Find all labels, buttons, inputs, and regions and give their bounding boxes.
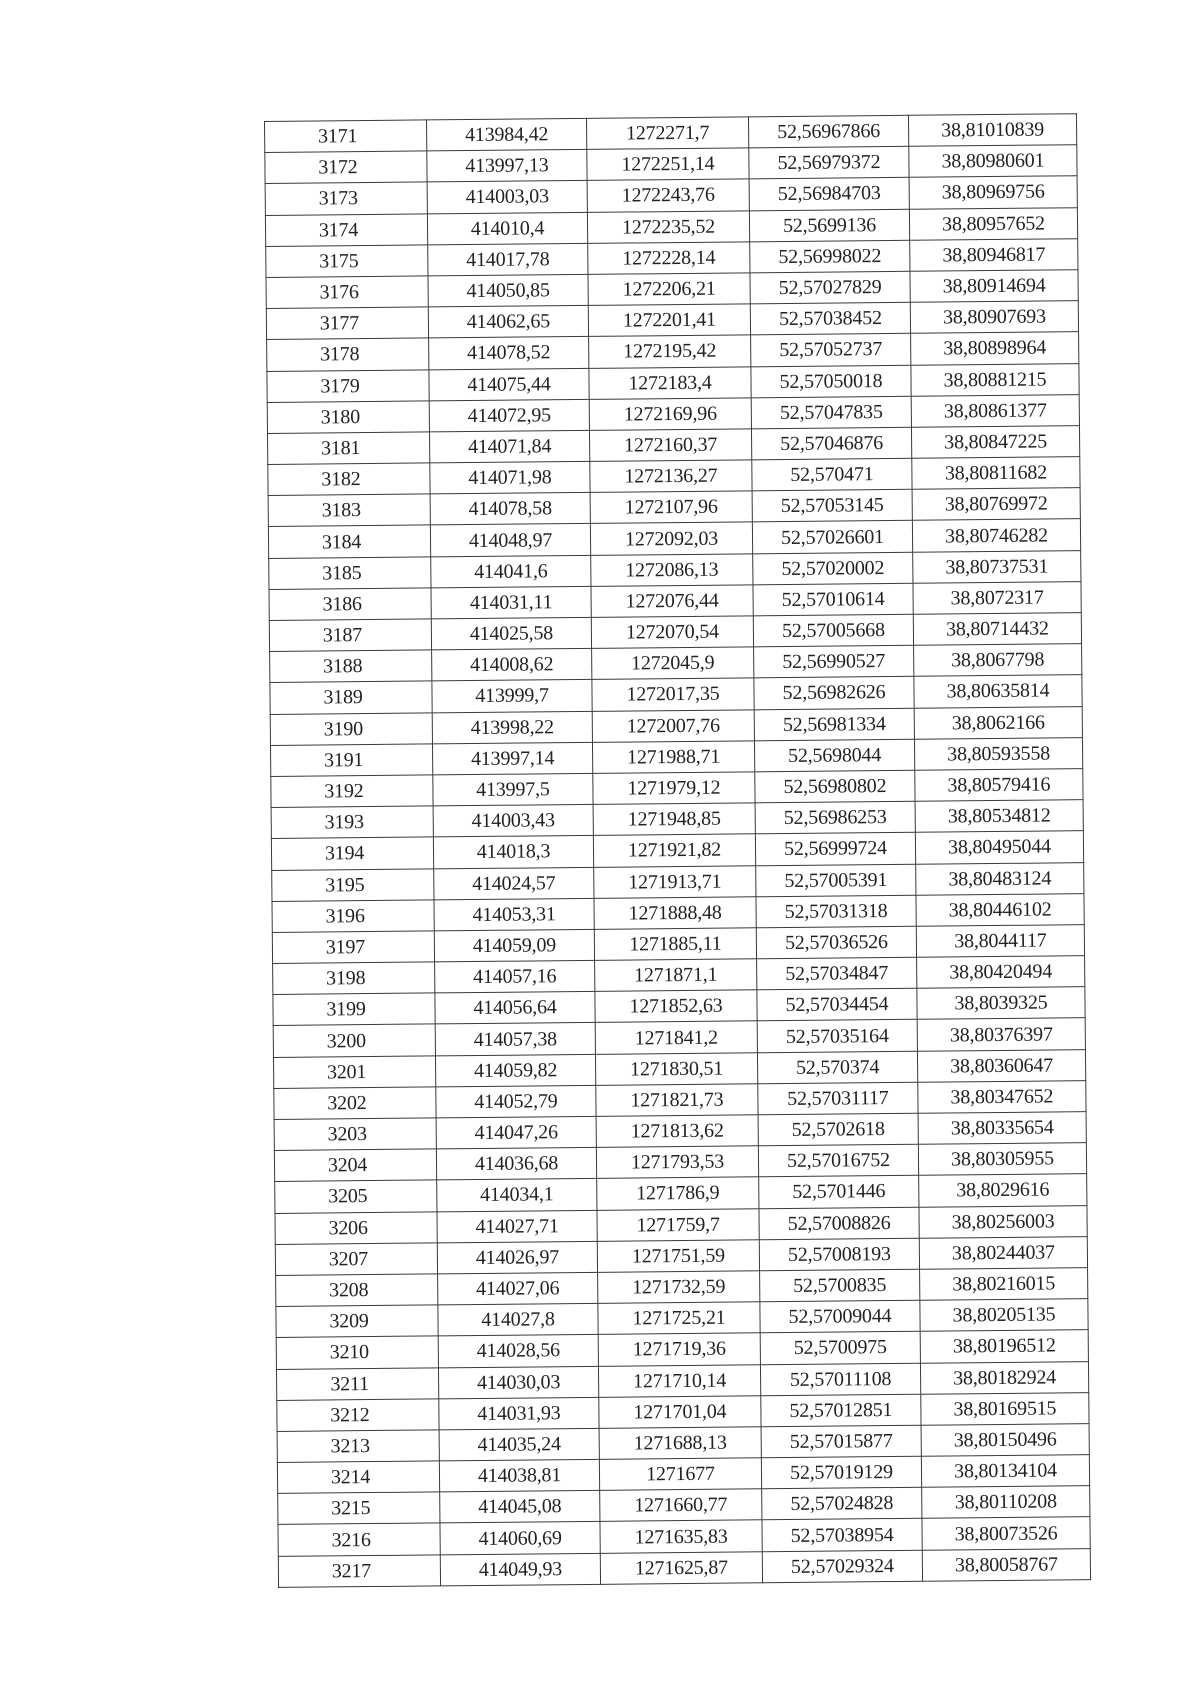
- latitude-cell: 52,56984703: [749, 178, 909, 211]
- longitude-cell: 38,80169515: [921, 1392, 1089, 1425]
- latitude-cell: 52,57005391: [756, 864, 916, 897]
- latitude-cell: 52,57052737: [751, 334, 911, 367]
- y-coordinate-cell: 1271948,85: [593, 803, 755, 836]
- longitude-cell: 38,80196512: [920, 1330, 1088, 1363]
- latitude-cell: 52,56990527: [754, 645, 914, 678]
- longitude-cell: 38,80347652: [918, 1080, 1086, 1113]
- point-number-cell: 3186: [269, 588, 431, 621]
- point-number-cell: 3179: [267, 369, 429, 402]
- longitude-cell: 38,80376397: [917, 1018, 1085, 1051]
- y-coordinate-cell: 1272160,37: [589, 429, 751, 462]
- point-number-cell: 3199: [273, 993, 435, 1026]
- latitude-cell: 52,57035164: [757, 1020, 917, 1053]
- point-number-cell: 3190: [270, 712, 432, 745]
- coordinates-table-wrapper: [264, 113, 1090, 1588]
- latitude-cell: 52,57046876: [751, 427, 911, 460]
- longitude-cell: 38,80150496: [921, 1424, 1089, 1457]
- x-coordinate-cell: 414050,85: [428, 274, 588, 307]
- latitude-cell: 52,57015877: [761, 1425, 921, 1458]
- y-coordinate-cell: 1272017,35: [592, 678, 754, 711]
- y-coordinate-cell: 1272235,52: [587, 210, 749, 243]
- point-number-cell: 3197: [272, 931, 434, 964]
- y-coordinate-cell: 1271913,71: [594, 865, 756, 898]
- point-number-cell: 3174: [265, 213, 427, 246]
- latitude-cell: 52,57047835: [751, 396, 911, 429]
- point-number-cell: 3210: [276, 1336, 438, 1369]
- point-number-cell: 3202: [274, 1087, 436, 1120]
- x-coordinate-cell: 414017,78: [428, 243, 588, 276]
- point-number-cell: 3180: [267, 401, 429, 434]
- point-number-cell: 3172: [265, 151, 427, 184]
- longitude-cell: 38,80058767: [922, 1548, 1090, 1581]
- x-coordinate-cell: 414025,58: [431, 617, 591, 650]
- latitude-cell: 52,5702618: [758, 1113, 918, 1146]
- x-coordinate-cell: 413997,13: [427, 150, 587, 183]
- point-number-cell: 3206: [275, 1211, 437, 1244]
- point-number-cell: 3182: [268, 463, 430, 496]
- x-coordinate-cell: 413997,5: [433, 773, 593, 806]
- x-coordinate-cell: 414018,3: [433, 836, 593, 869]
- latitude-cell: 52,57034454: [757, 989, 917, 1022]
- y-coordinate-cell: 1271988,71: [592, 741, 754, 774]
- longitude-cell: 38,80914694: [910, 270, 1078, 303]
- y-coordinate-cell: 1272107,96: [590, 491, 752, 524]
- point-number-cell: 3189: [270, 681, 432, 714]
- y-coordinate-cell: 1271841,2: [595, 1021, 757, 1054]
- point-number-cell: 3217: [278, 1554, 440, 1587]
- y-coordinate-cell: 1271677: [599, 1458, 761, 1491]
- latitude-cell: 52,57005668: [753, 614, 913, 647]
- latitude-cell: 52,5698044: [754, 739, 914, 772]
- longitude-cell: 38,80483124: [916, 862, 1084, 895]
- point-number-cell: 3175: [266, 245, 428, 278]
- point-number-cell: 3191: [270, 744, 432, 777]
- y-coordinate-cell: 1272271,7: [586, 117, 748, 150]
- point-number-cell: 3177: [266, 307, 428, 340]
- latitude-cell: 52,57029324: [762, 1550, 922, 1583]
- latitude-cell: 52,57020002: [753, 552, 913, 585]
- point-number-cell: 3173: [265, 182, 427, 215]
- y-coordinate-cell: 1271759,7: [597, 1208, 759, 1241]
- x-coordinate-cell: 414036,68: [436, 1148, 596, 1181]
- coordinates-table-body: [265, 114, 1091, 1588]
- latitude-cell: 52,57027829: [750, 271, 910, 304]
- x-coordinate-cell: 414071,98: [430, 461, 590, 494]
- x-coordinate-cell: 414056,64: [435, 992, 595, 1025]
- x-coordinate-cell: 414047,26: [436, 1116, 596, 1149]
- latitude-cell: 52,57031117: [758, 1082, 918, 1115]
- x-coordinate-cell: 413984,42: [426, 118, 586, 151]
- x-coordinate-cell: 414008,62: [432, 649, 592, 682]
- longitude-cell: 38,8062166: [914, 706, 1082, 739]
- longitude-cell: 38,80769972: [912, 488, 1080, 521]
- latitude-cell: 52,57024828: [762, 1488, 922, 1521]
- latitude-cell: 52,56979372: [749, 146, 909, 179]
- x-coordinate-cell: 414060,69: [440, 1522, 600, 1555]
- longitude-cell: 38,80593558: [914, 737, 1082, 770]
- longitude-cell: 38,80737531: [913, 550, 1081, 583]
- y-coordinate-cell: 1271793,53: [596, 1146, 758, 1179]
- x-coordinate-cell: 414062,65: [428, 306, 588, 339]
- point-number-cell: 3209: [276, 1305, 438, 1338]
- latitude-cell: 52,56998022: [750, 240, 910, 273]
- latitude-cell: 52,57026601: [752, 521, 912, 554]
- latitude-cell: 52,56999724: [755, 833, 915, 866]
- x-coordinate-cell: 414027,06: [438, 1272, 598, 1305]
- longitude-cell: 38,80110208: [922, 1486, 1090, 1519]
- latitude-cell: 52,56981334: [754, 708, 914, 741]
- longitude-cell: 38,80073526: [922, 1517, 1090, 1550]
- longitude-cell: 38,80861377: [911, 394, 1079, 427]
- longitude-cell: 38,80579416: [915, 769, 1083, 802]
- longitude-cell: 38,80446102: [916, 893, 1084, 926]
- y-coordinate-cell: 1272169,96: [589, 398, 751, 431]
- x-coordinate-cell: 414024,57: [434, 867, 594, 900]
- latitude-cell: 52,57010614: [753, 583, 913, 616]
- latitude-cell: 52,57011108: [760, 1363, 920, 1396]
- y-coordinate-cell: 1271871,1: [595, 959, 757, 992]
- point-number-cell: 3185: [269, 557, 431, 590]
- latitude-cell: 52,57053145: [752, 490, 912, 523]
- latitude-cell: 52,56980802: [755, 770, 915, 803]
- x-coordinate-cell: 414031,11: [431, 586, 591, 619]
- point-number-cell: 3192: [271, 775, 433, 808]
- point-number-cell: 3178: [267, 338, 429, 371]
- longitude-cell: 38,80881215: [911, 363, 1079, 396]
- y-coordinate-cell: 1271635,83: [600, 1520, 762, 1553]
- x-coordinate-cell: 414038,81: [439, 1459, 599, 1492]
- y-coordinate-cell: 1272092,03: [590, 522, 752, 555]
- latitude-cell: 52,57050018: [751, 365, 911, 398]
- y-coordinate-cell: 1271813,62: [596, 1115, 758, 1148]
- x-coordinate-cell: 414049,93: [440, 1553, 600, 1586]
- point-number-cell: 3216: [278, 1523, 440, 1556]
- longitude-cell: 38,80244037: [919, 1236, 1087, 1269]
- longitude-cell: 38,80969756: [909, 176, 1077, 209]
- latitude-cell: 52,5701446: [759, 1176, 919, 1209]
- x-coordinate-cell: 414052,79: [436, 1085, 596, 1118]
- longitude-cell: 38,80495044: [915, 831, 1083, 864]
- x-coordinate-cell: 414030,03: [438, 1366, 598, 1399]
- y-coordinate-cell: 1271786,9: [597, 1177, 759, 1210]
- y-coordinate-cell: 1272045,9: [592, 647, 754, 680]
- longitude-cell: 38,80714432: [913, 613, 1081, 646]
- x-coordinate-cell: 413998,22: [432, 711, 592, 744]
- latitude-cell: 52,57038954: [762, 1519, 922, 1552]
- y-coordinate-cell: 1271710,14: [598, 1364, 760, 1397]
- x-coordinate-cell: 414078,52: [429, 337, 589, 370]
- longitude-cell: 38,80957652: [909, 207, 1077, 240]
- point-number-cell: 3212: [277, 1399, 439, 1432]
- longitude-cell: 38,8029616: [919, 1174, 1087, 1207]
- longitude-cell: 38,80907693: [910, 301, 1078, 334]
- y-coordinate-cell: 1271885,11: [594, 928, 756, 961]
- y-coordinate-cell: 1271701,04: [599, 1395, 761, 1428]
- y-coordinate-cell: 1271888,48: [594, 897, 756, 930]
- latitude-cell: 52,57012851: [761, 1394, 921, 1427]
- point-number-cell: 3215: [278, 1492, 440, 1525]
- longitude-cell: 38,8044117: [916, 925, 1084, 958]
- y-coordinate-cell: 1272228,14: [588, 242, 750, 275]
- x-coordinate-cell: 414045,08: [440, 1491, 600, 1524]
- y-coordinate-cell: 1272136,27: [590, 460, 752, 493]
- x-coordinate-cell: 413997,14: [432, 742, 592, 775]
- latitude-cell: 52,57008193: [759, 1238, 919, 1271]
- longitude-cell: 38,8039325: [917, 987, 1085, 1020]
- y-coordinate-cell: 1271921,82: [593, 834, 755, 867]
- latitude-cell: 52,5700975: [760, 1332, 920, 1365]
- x-coordinate-cell: 414041,6: [431, 555, 591, 588]
- y-coordinate-cell: 1271830,51: [595, 1052, 757, 1085]
- longitude-cell: 38,80420494: [917, 956, 1085, 989]
- table-row: [278, 1548, 1090, 1587]
- point-number-cell: 3195: [272, 868, 434, 901]
- y-coordinate-cell: 1271688,13: [599, 1427, 761, 1460]
- point-number-cell: 3198: [273, 962, 435, 995]
- y-coordinate-cell: 1272251,14: [587, 148, 749, 181]
- y-coordinate-cell: 1272201,41: [588, 304, 750, 337]
- longitude-cell: 38,80205135: [920, 1299, 1088, 1332]
- point-number-cell: 3193: [271, 806, 433, 839]
- y-coordinate-cell: 1271751,59: [597, 1240, 759, 1273]
- y-coordinate-cell: 1272195,42: [589, 335, 751, 368]
- latitude-cell: 52,5699136: [749, 209, 909, 242]
- x-coordinate-cell: 414057,16: [435, 960, 595, 993]
- longitude-cell: 38,80534812: [915, 800, 1083, 833]
- point-number-cell: 3184: [268, 525, 430, 558]
- x-coordinate-cell: 414053,31: [434, 898, 594, 931]
- coordinates-table: [264, 113, 1091, 1588]
- y-coordinate-cell: 1272007,76: [592, 709, 754, 742]
- point-number-cell: 3205: [275, 1180, 437, 1213]
- x-coordinate-cell: 414048,97: [430, 524, 590, 557]
- longitude-cell: 38,80847225: [911, 426, 1079, 459]
- point-number-cell: 3207: [275, 1243, 437, 1276]
- point-number-cell: 3208: [276, 1274, 438, 1307]
- latitude-cell: 52,57008826: [759, 1207, 919, 1240]
- longitude-cell: 38,81010839: [908, 114, 1076, 147]
- latitude-cell: 52,570374: [757, 1051, 917, 1084]
- point-number-cell: 3204: [274, 1149, 436, 1182]
- x-coordinate-cell: 413999,7: [432, 680, 592, 713]
- y-coordinate-cell: 1271821,73: [596, 1084, 758, 1117]
- latitude-cell: 52,56967866: [748, 115, 908, 148]
- point-number-cell: 3183: [268, 494, 430, 527]
- x-coordinate-cell: 414059,82: [435, 1054, 595, 1087]
- point-number-cell: 3194: [271, 837, 433, 870]
- y-coordinate-cell: 1272086,13: [591, 553, 753, 586]
- longitude-cell: 38,8072317: [913, 581, 1081, 614]
- point-number-cell: 3213: [277, 1430, 439, 1463]
- y-coordinate-cell: 1271852,63: [595, 990, 757, 1023]
- x-coordinate-cell: 414078,58: [430, 493, 590, 526]
- point-number-cell: 3200: [273, 1024, 435, 1057]
- latitude-cell: 52,5700835: [760, 1269, 920, 1302]
- y-coordinate-cell: 1271979,12: [593, 772, 755, 805]
- longitude-cell: 38,80216015: [920, 1268, 1088, 1301]
- longitude-cell: 38,80635814: [914, 675, 1082, 708]
- point-number-cell: 3187: [269, 619, 431, 652]
- x-coordinate-cell: 414028,56: [438, 1335, 598, 1368]
- x-coordinate-cell: 414010,4: [427, 212, 587, 245]
- point-number-cell: 3176: [266, 276, 428, 309]
- x-coordinate-cell: 414071,84: [429, 430, 589, 463]
- latitude-cell: 52,57038452: [750, 302, 910, 335]
- point-number-cell: 3181: [267, 432, 429, 465]
- y-coordinate-cell: 1272206,21: [588, 273, 750, 306]
- longitude-cell: 38,80946817: [910, 238, 1078, 271]
- y-coordinate-cell: 1272183,4: [589, 366, 751, 399]
- y-coordinate-cell: 1271625,87: [600, 1551, 762, 1584]
- longitude-cell: 38,80360647: [917, 1049, 1085, 1082]
- latitude-cell: 52,57034847: [757, 957, 917, 990]
- point-number-cell: 3203: [274, 1118, 436, 1151]
- x-coordinate-cell: 414026,97: [437, 1241, 597, 1274]
- x-coordinate-cell: 414003,03: [427, 181, 587, 214]
- longitude-cell: 38,80134104: [921, 1455, 1089, 1488]
- longitude-cell: 38,80335654: [918, 1112, 1086, 1145]
- longitude-cell: 38,80980601: [909, 145, 1077, 178]
- latitude-cell: 52,57009044: [760, 1300, 920, 1333]
- longitude-cell: 38,80256003: [919, 1205, 1087, 1238]
- latitude-cell: 52,56986253: [755, 801, 915, 834]
- latitude-cell: 52,57036526: [756, 926, 916, 959]
- y-coordinate-cell: 1271660,77: [600, 1489, 762, 1522]
- x-coordinate-cell: 414059,09: [434, 929, 594, 962]
- x-coordinate-cell: 414057,38: [435, 1023, 595, 1056]
- latitude-cell: 52,57019129: [761, 1456, 921, 1489]
- longitude-cell: 38,80305955: [918, 1143, 1086, 1176]
- latitude-cell: 52,570471: [752, 458, 912, 491]
- x-coordinate-cell: 414003,43: [433, 804, 593, 837]
- y-coordinate-cell: 1272076,44: [591, 585, 753, 618]
- latitude-cell: 52,56982626: [754, 677, 914, 710]
- point-number-cell: 3214: [277, 1461, 439, 1494]
- y-coordinate-cell: 1272243,76: [587, 179, 749, 212]
- latitude-cell: 52,57016752: [758, 1144, 918, 1177]
- point-number-cell: 3188: [270, 650, 432, 683]
- y-coordinate-cell: 1271732,59: [598, 1271, 760, 1304]
- x-coordinate-cell: 414027,71: [437, 1210, 597, 1243]
- longitude-cell: 38,8067798: [914, 644, 1082, 677]
- point-number-cell: 3211: [276, 1367, 438, 1400]
- longitude-cell: 38,80898964: [911, 332, 1079, 365]
- longitude-cell: 38,80811682: [912, 457, 1080, 490]
- x-coordinate-cell: 414031,93: [439, 1397, 599, 1430]
- x-coordinate-cell: 414035,24: [439, 1428, 599, 1461]
- point-number-cell: 3201: [273, 1056, 435, 1089]
- x-coordinate-cell: 414027,8: [438, 1303, 598, 1336]
- longitude-cell: 38,80746282: [912, 519, 1080, 552]
- x-coordinate-cell: 414072,95: [429, 399, 589, 432]
- point-number-cell: 3171: [265, 120, 427, 153]
- y-coordinate-cell: 1272070,54: [591, 616, 753, 649]
- y-coordinate-cell: 1271719,36: [598, 1333, 760, 1366]
- point-number-cell: 3196: [272, 900, 434, 933]
- x-coordinate-cell: 414075,44: [429, 368, 589, 401]
- y-coordinate-cell: 1271725,21: [598, 1302, 760, 1335]
- longitude-cell: 38,80182924: [920, 1361, 1088, 1394]
- x-coordinate-cell: 414034,1: [437, 1179, 597, 1212]
- latitude-cell: 52,57031318: [756, 895, 916, 928]
